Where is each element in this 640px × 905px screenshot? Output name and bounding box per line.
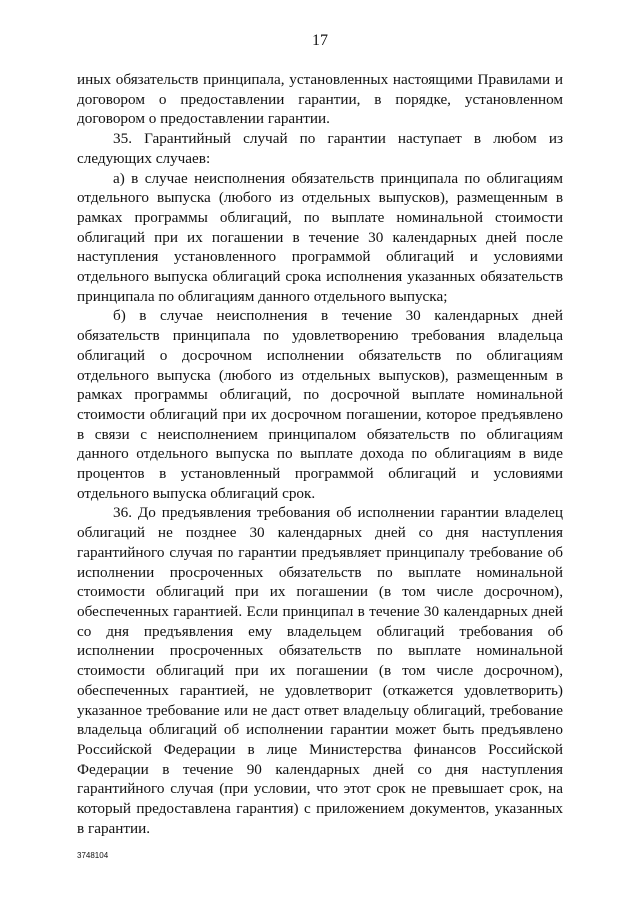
paragraph-clause-35-a: а) в случае неисполнения обязательств принципала по облигациям отдельного выпуска (любого из отдельных выпусков), размещенным в рамках программы облигаций, по выплате номинальной стоимости облигаций при их погашении в течение 30 календарных дней после наступления установленного программой облигаций и условиями отдельного выпуска облигаций срока исполнения указанных обязательств принципала по облигациям данного отдельного выпуска; [77,169,563,305]
paragraph-continuation: иных обязательств принципала, установленных настоящими Правилами и договором о предоставлении гарантии, в порядке, установленном договором о предоставлении гарантии. [77,71,563,128]
paragraph-clause-35-b: б) в случае неисполнения в течение 30 календарных дней обязательств принципала по удовлетворению требования владельца облигаций о досрочном исполнении обязательств по облигациям отдельного выпуска (любого из отдельных выпусков), размещенным в рамках программы облигаций, по досрочной выплате номинальной стоимости облигаций при их досрочном погашении, которое предъявлено в связи с неисполнением принципалом обязательств по облигациям данного отдельного выпуска по выплате дохода по облигациям в виде процентов в установленный программой облигаций и условиями отдельного выпуска облигаций срок. [77,307,563,502]
document-body [77,70,563,838]
paragraph-clause-36: 36. До предъявления требования об исполнении гарантии владелец облигаций не позднее 30 календарных дней со дня наступления гарантийного случая по гарантии предъявляет принципалу требование об исполнении просроченных обязательств по выплате номинальной стоимости облигаций при их погашении (в том числе досрочном), обеспеченных гарантией. Если принципал в течение 30 календарных дней со дня предъявления ему владельцем облигаций требования об исполнении просроченных обязательств по выплате номинальной стоимости облигаций при их погашении (в том числе досрочном), обеспеченных гарантией, не удовлетворит (откажется удовлетворить) указанное требование или не даст ответ владельцу облигаций, требование владельца облигаций об исполнении гарантии может быть предъявлено Российской Федерации в лице Министерства финансов Российской Федерации в течение 90 календарных дней со дня наступления гарантийного случая (при условии, что этот срок не превышает срок, на который предоставлена гарантия) с приложением документов, указанных в гарантии. [77,504,563,837]
page-number: 17 [312,32,328,49]
document-code: 3748104 [77,851,109,860]
paragraph-clause-35: 35. Гарантийный случай по гарантии наступает в любом из следующих случаев: [77,130,563,167]
